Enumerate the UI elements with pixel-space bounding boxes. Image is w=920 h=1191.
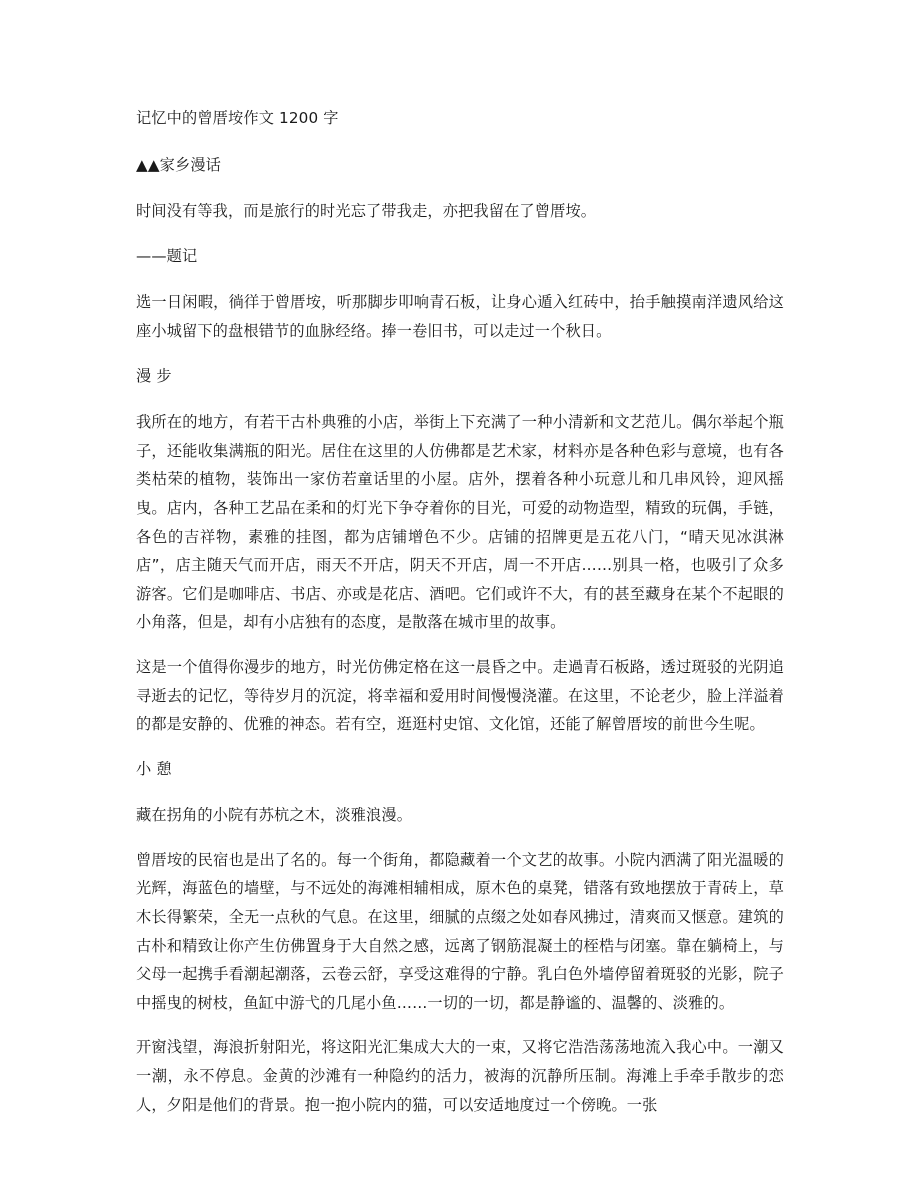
- paragraph-courtyard-intro: 藏在拐角的小院有苏杭之木，淡雅浪漫。: [136, 806, 413, 825]
- paragraph-homestay: 曾厝垵的民宿也是出了名的。每一个街角，都隐藏着一个文艺的故事。小院内洒满了阳光温暖的光辉，海蓝色的墙壁，与不远处的海滩相辅相成，原木色的桌凳，错落有致地摆放于青砖上，草木长得繁荣，全无一点秋的气息。在这里，细腻的点缀之处如春风拂过，清爽而又惬意。建筑的古朴和精致让你产生仿佛置身于大自然之感，远离了钢筋混凝土的桎梏与闭塞。靠在躺椅上，与父母一起携手看潮起潮落，云卷云舒，享受这难得的宁静。乳白色外墙停留着斑驳的光影，院子中摇曳的树枝，鱼缸中游弋的几尾小鱼……一切的一切，都是静谧的、温馨的、淡雅的。: [136, 850, 784, 1012]
- section-heading-stroll: 漫 步: [136, 366, 172, 385]
- paragraph-window-view: 开窗浅望，海浪折射阳光，将这阳光汇集成大大的一束，又将它浩浩荡荡地流入我心中。一潮又一潮，永不停息。金黄的沙滩有一种隐约的活力，被海的沉静所压制。海滩上手牵手散步的恋人，夕阳是他们的背景。抱一抱小院内的猫，可以安适地度过一个傍晚。一张: [136, 1038, 784, 1114]
- epigraph: 时间没有等我，而是旅行的时光忘了带我走，亦把我留在了曾厝垵。: [136, 202, 597, 221]
- document-title: 记忆中的曾厝垵作文 1200 字: [136, 109, 339, 127]
- intro-paragraph: 选一日闲暇，徜徉于曾厝垵，听那脚步叩响青石板，让身心遁入红砖中，抬手触摸南洋遗风给这座小城留下的盘根错节的血脉经络。捧一卷旧书，可以走过一个秋日。: [136, 293, 784, 340]
- paragraph-stroll: 这是一个值得你漫步的地方，时光仿佛定格在这一晨昏之中。走過青石板路，透过斑驳的光阴追寻逝去的记忆，等待岁月的沉淀，将幸福和爱用时间慢慢浇灌。在这里，不论老少，脸上洋溢着的都是安静的、优雅的神态。若有空，逛逛村史馆、文化馆，还能了解曾厝垵的前世今生呢。: [136, 657, 784, 734]
- section-heading-rest: 小 憩: [136, 759, 172, 778]
- document-body: [136, 104, 784, 1135]
- subtitle: ▲▲家乡漫话: [136, 155, 222, 174]
- epigraph-source: ——题记: [136, 246, 198, 265]
- paragraph-shops: 我所在的地方，有若干古朴典雅的小店，举街上下充满了一种小清新和文艺范儿。偶尔举起个瓶子，还能收集满瓶的阳光。居住在这里的人仿佛都是艺术家，材料亦是各种色彩与意境，也有各类枯荣的植物，装饰出一家仿若童话里的小屋。店外，摆着各种小玩意儿和几串风铃，迎风摇曳。店内，各种工艺品在柔和的灯光下争夺着你的目光，可爱的动物造型，精致的玩偶，手链，各色的吉祥物，素雅的挂图，都为店铺增色不少。店铺的招牌更是五花八门，“晴天见冰淇淋店”，店主随天气而开店，雨天不开店，阴天不开店，周一不开店……别具一格，也吸引了众多游客。它们是咖啡店、书店、亦或是花店、酒吧。它们或许不大，有的甚至藏身在某个不起眼的小角落，但是，却有小店独有的态度，是散落在城市里的故事。: [136, 413, 784, 632]
